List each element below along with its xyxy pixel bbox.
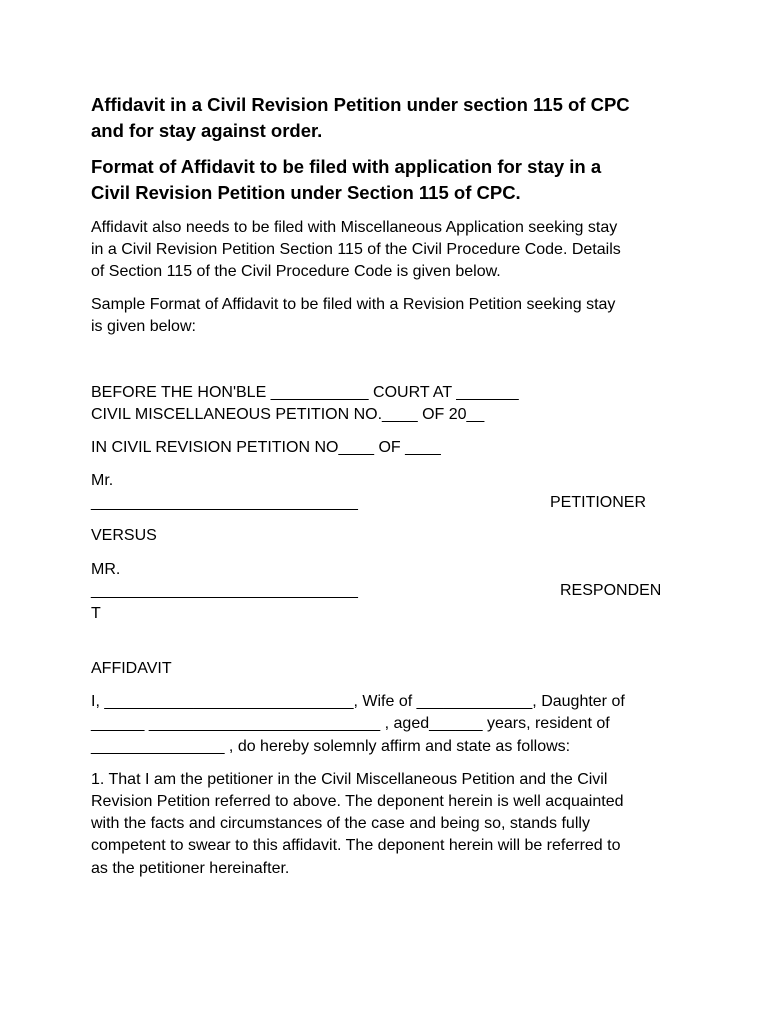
- title-line-2: and for stay against order.: [91, 120, 323, 141]
- paragraph-1-line-5: as the petitioner hereinafter.: [91, 860, 290, 877]
- petitioner-blank: ______________________________: [91, 494, 358, 511]
- respondent-role-part2: T: [91, 605, 101, 622]
- intro-line-3: of Section 115 of the Civil Procedure Code is given below.: [91, 263, 501, 280]
- subtitle-line-2: Civil Revision Petition under Section 115 of CPC.: [91, 182, 521, 203]
- petitioner-prefix: Mr.: [91, 472, 114, 489]
- respondent-role-part1: RESPONDEN: [560, 582, 662, 599]
- intro-line-1: Affidavit also needs to be filed with Miscellaneous Application seeking stay: [91, 219, 618, 236]
- petitioner-role: PETITIONER: [550, 494, 647, 511]
- title-line-1: Affidavit in a Civil Revision Petition under section 115 of CPC: [91, 94, 630, 115]
- crp-line: IN CIVIL REVISION PETITION NO____ OF ____: [91, 439, 441, 456]
- sample-line-1: Sample Format of Affidavit to be filed with a Revision Petition seeking stay: [91, 296, 616, 313]
- court-line-2: CIVIL MISCELLANEOUS PETITION NO.____ OF 20__: [91, 406, 485, 423]
- sample-line-2: is given below:: [91, 318, 196, 335]
- paragraph-1-line-1: 1. That I am the petitioner in the Civil Miscellaneous Petition and the Civil: [91, 771, 608, 788]
- versus-label: VERSUS: [91, 527, 157, 544]
- respondent-blank: ______________________________: [91, 582, 358, 599]
- court-line-1: BEFORE THE HON'BLE ___________ COURT AT _______: [91, 384, 519, 401]
- respondent-prefix: MR.: [91, 561, 121, 578]
- paragraph-1-line-4: competent to swear to this affidavit. The deponent herein will be referred to: [91, 837, 621, 854]
- paragraph-1-line-3: with the facts and circumstances of the case and being so, stands fully: [91, 815, 590, 832]
- intro-line-2: in a Civil Revision Petition Section 115 of the Civil Procedure Code. Details: [91, 241, 621, 258]
- affidavit-line-3: _______________ , do hereby solemnly affirm and state as follows:: [91, 738, 571, 755]
- affidavit-line-1: I, ____________________________, Wife of _____________, Daughter of: [91, 693, 625, 710]
- affidavit-heading: AFFIDAVIT: [91, 660, 172, 677]
- paragraph-1-line-2: Revision Petition referred to above. The deponent herein is well acquainted: [91, 793, 624, 810]
- subtitle-line-1: Format of Affidavit to be filed with application for stay in a: [91, 156, 602, 177]
- affidavit-line-2: ______ __________________________ , aged______ years, resident of: [91, 715, 610, 732]
